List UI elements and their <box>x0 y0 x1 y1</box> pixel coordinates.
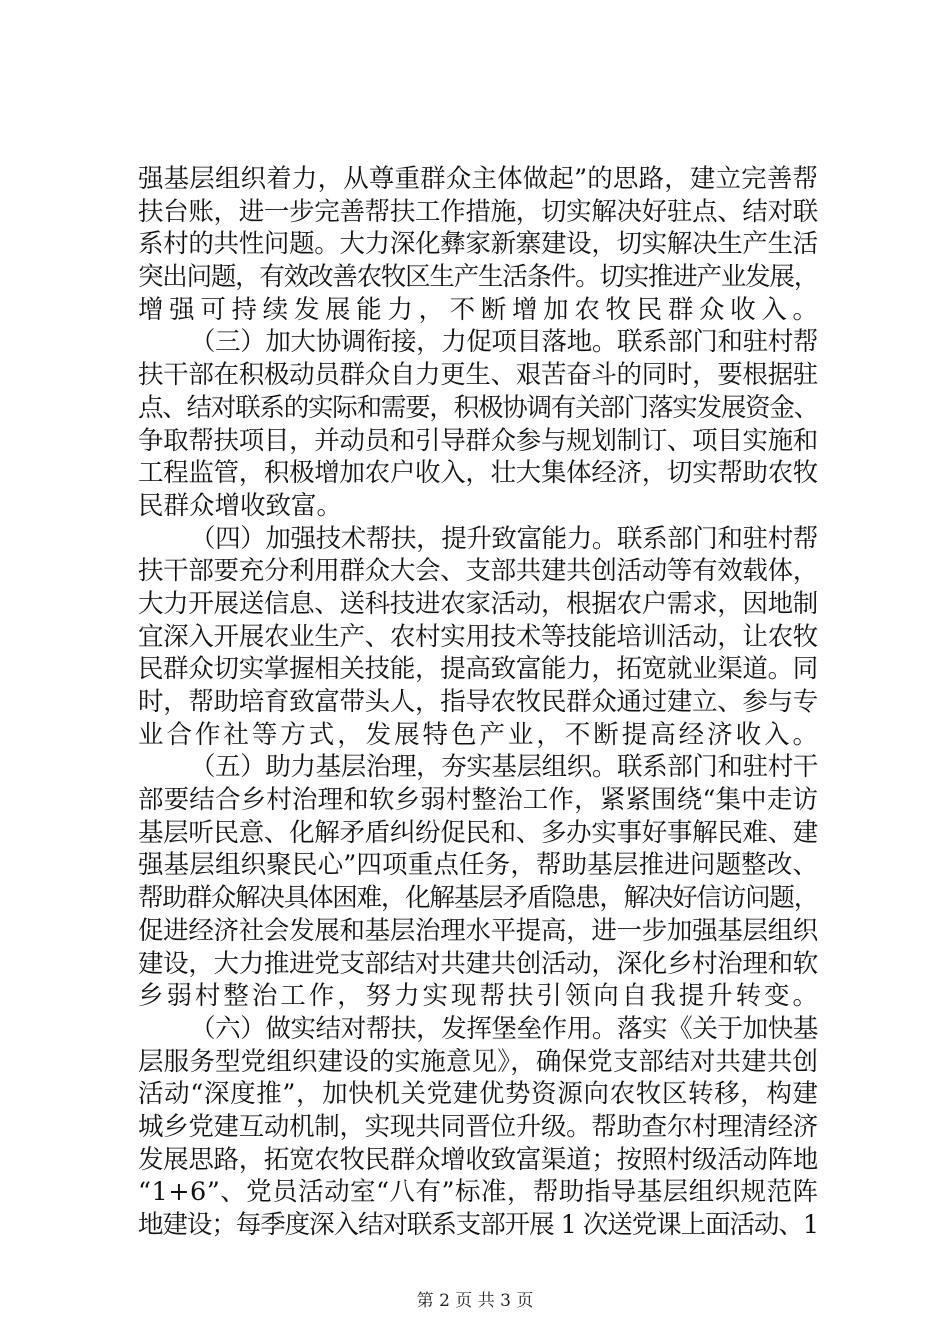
text-line: 业合作社等方式，发展特色产业，不断提高经济收入。 <box>138 719 821 750</box>
text-line: 宜深入开展农业生产、农村实用技术等技能培训活动，让农牧 <box>138 621 818 652</box>
text-line: （四）加强技术帮扶，提升致富能力。联系部门和驻村帮 <box>190 523 818 554</box>
text-line: （五）助力基层治理，夯实基层组织。联系部门和驻村干 <box>190 752 818 783</box>
text-line: 层服务型党组织建设的实施意见》，确保党支部结对共建共创 <box>138 1046 819 1077</box>
text-line: 帮助群众解决具体困难，化解基层矛盾隐患，解决好信访问题， <box>138 883 818 914</box>
text-line: 部要结合乡村治理和软乡弱村整治工作，紧紧围绕“集中走访 <box>138 785 819 816</box>
text-line: 扶干部在积极动员群众自力更生、艰苦奋斗的同时，要根据驻 <box>138 360 818 391</box>
text-line: 点、结对联系的实际和需要，积极协调有关部门落实发展资金、 <box>138 392 818 423</box>
document-body <box>138 163 824 1242</box>
text-line: 突出问题，有效改善农牧区生产生活条件。切实推进产业发展， <box>138 262 818 293</box>
text-line: 促进经济社会发展和基层治理水平提高，进一步加强基层组织 <box>138 915 818 946</box>
text-line: 基层听民意、化解矛盾纠纷促民和、多办实事好事解民难、建 <box>138 817 818 848</box>
text-line: 发展思路，拓宽农牧民群众增收致富渠道；按照村级活动阵地 <box>138 1144 818 1175</box>
text-line: 地建设；每季度深入结对联系支部开展 1 次送党课上面活动、1 <box>138 1210 818 1240</box>
text-line: 时，帮助培育致富带头人，指导农牧民群众通过建立、参与专 <box>138 687 818 717</box>
text-line: （六）做实结对帮扶，发挥堡垒作用。落实《关于加快基 <box>190 1013 818 1044</box>
text-line: 民群众切实掌握相关技能，提高致富能力，拓宽就业渠道。同 <box>138 654 818 685</box>
text-line: 民群众增收致富。 <box>138 490 343 521</box>
page-footer: 第 2 页 共 3 页 <box>416 1291 534 1311</box>
text-line: 建设，大力推进党支部结对共建共创活动，深化乡村治理和软 <box>138 948 818 979</box>
text-line: 强基层组织聚民心”四项重点任务，帮助基层推进问题整改、 <box>138 850 819 881</box>
text-line: 活动“深度推”，加快机关党建优势资源向农牧区转移，构建 <box>138 1079 819 1110</box>
text-line: 扶台账，进一步完善帮扶工作措施，切实解决好驻点、结对联 <box>138 196 818 227</box>
text-line: 工程监管，积极增加农户收入，壮大集体经济，切实帮助农牧 <box>138 458 818 489</box>
text-line: 争取帮扶项目，并动员和引导群众参与规划制订、项目实施和 <box>138 425 818 456</box>
text-line: 乡弱村整治工作，努力实现帮扶引领向自我提升转变。 <box>138 981 821 1012</box>
text-line: 系村的共性问题。大力深化彝家新寨建设，切实解决生产生活 <box>138 229 818 260</box>
text-line: 城乡党建互动机制，实现共同晋位升级。帮助查尔村理清经济 <box>138 1111 818 1142</box>
text-line: 强基层组织着力，从尊重群众主体做起”的思路，建立完善帮 <box>138 164 819 194</box>
text-line: “1+6”、党员活动室“八有”标准，帮助指导基层组织规范阵 <box>138 1177 819 1208</box>
text-line: 扶干部要充分利用群众大会、支部共建共创活动等有效载体， <box>138 556 818 587</box>
text-line: 大力开展送信息、送科技进农家活动，根据农户需求，因地制 <box>138 588 818 619</box>
text-line: 增强可持续发展能力，不断增加农牧民群众收入。 <box>138 294 824 325</box>
text-line: （三）加大协调衔接，力促项目落地。联系部门和驻村帮 <box>190 327 818 358</box>
